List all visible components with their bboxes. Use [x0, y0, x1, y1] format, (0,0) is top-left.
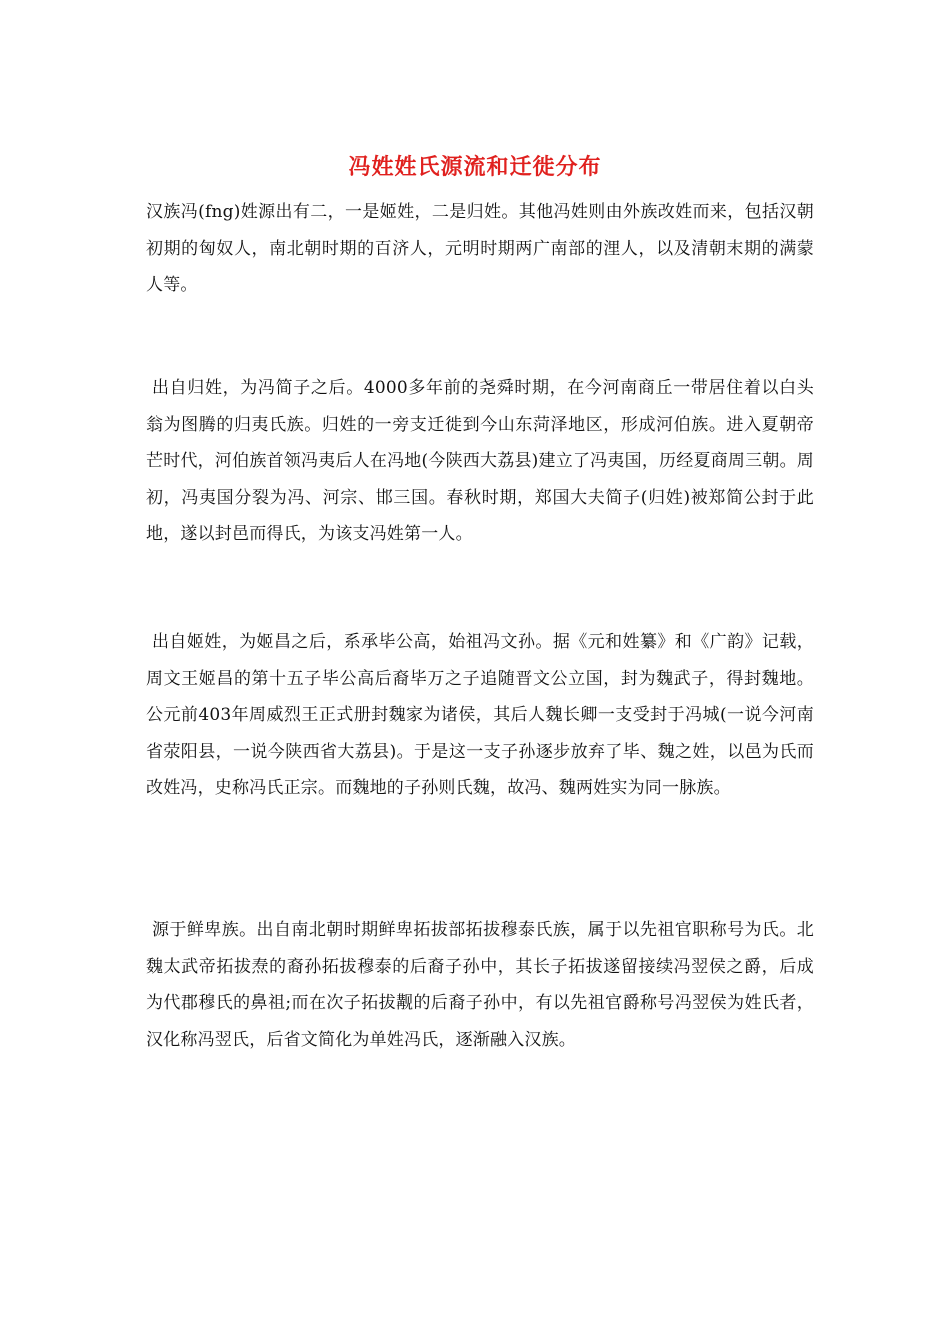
paragraph-intro: 汉族冯(fng)姓源出有二，一是姬姓，二是归姓。其他冯姓则由外族改姓而来，包括汉朝初期的匈奴人，南北朝时期的百济人，元明时期两广南部的浬人，以及清朝末期的满蒙人等。 — [146, 202, 814, 295]
paragraph-gui-origin: 出自归姓，为冯简子之后。4000多年前的尧舜时期，在今河南商丘一带居住着以白头翁为图腾的归夷氏族。归姓的一旁支迁徙到今山东菏泽地区，形成河伯族。进入夏朝帝芒时代，河伯族首领冯夷后人在冯地(今陕西大荔县)建立了冯夷国，历经夏商周三朝。周初，冯夷国分裂为冯、河宗、邯三国。春秋时期，郑国大夫简子(归姓)被郑简公封于此地，遂以封邑而得氏，为该支冯姓第一人。 — [146, 378, 814, 544]
document-title: 冯姓姓氏源流和迁徙分布 — [348, 154, 602, 180]
paragraph-xianbei-origin: 源于鲜卑族。出自南北朝时期鲜卑拓拔部拓拔穆泰氏族，属于以先祖官职称号为氏。北魏太武帝拓拔焘的裔孙拓拔穆泰的后裔子孙中，其长子拓拔遂留接续冯翌侯之爵，后成为代郡穆氏的鼻祖;而在次子拓拔觏的后裔子孙中，有以先祖官爵称号冯翌侯为姓氏者，汉化称冯翌氏，后省文简化为单姓冯氏，逐渐融入汉族。 — [146, 920, 814, 1050]
paragraph-ji-origin: 出自姬姓，为姬昌之后，系承毕公高，始祖冯文孙。据《元和姓纂》和《广韵》记载，周文王姬昌的第十五子毕公高后裔毕万之子追随晋文公立国，封为魏武子，得封魏地。公元前403年周威烈王正式册封魏家为诸侯，其后人魏长卿一支受封于冯城(一说今河南省荥阳县，一说今陕西省大荔县)。于是这一支子孙逐步放弃了毕、魏之姓，以邑为氏而改姓冯，史称冯氏正宗。而魏地的子孙则氏魏，故冯、魏两姓实为同一脉族。 — [146, 632, 814, 798]
